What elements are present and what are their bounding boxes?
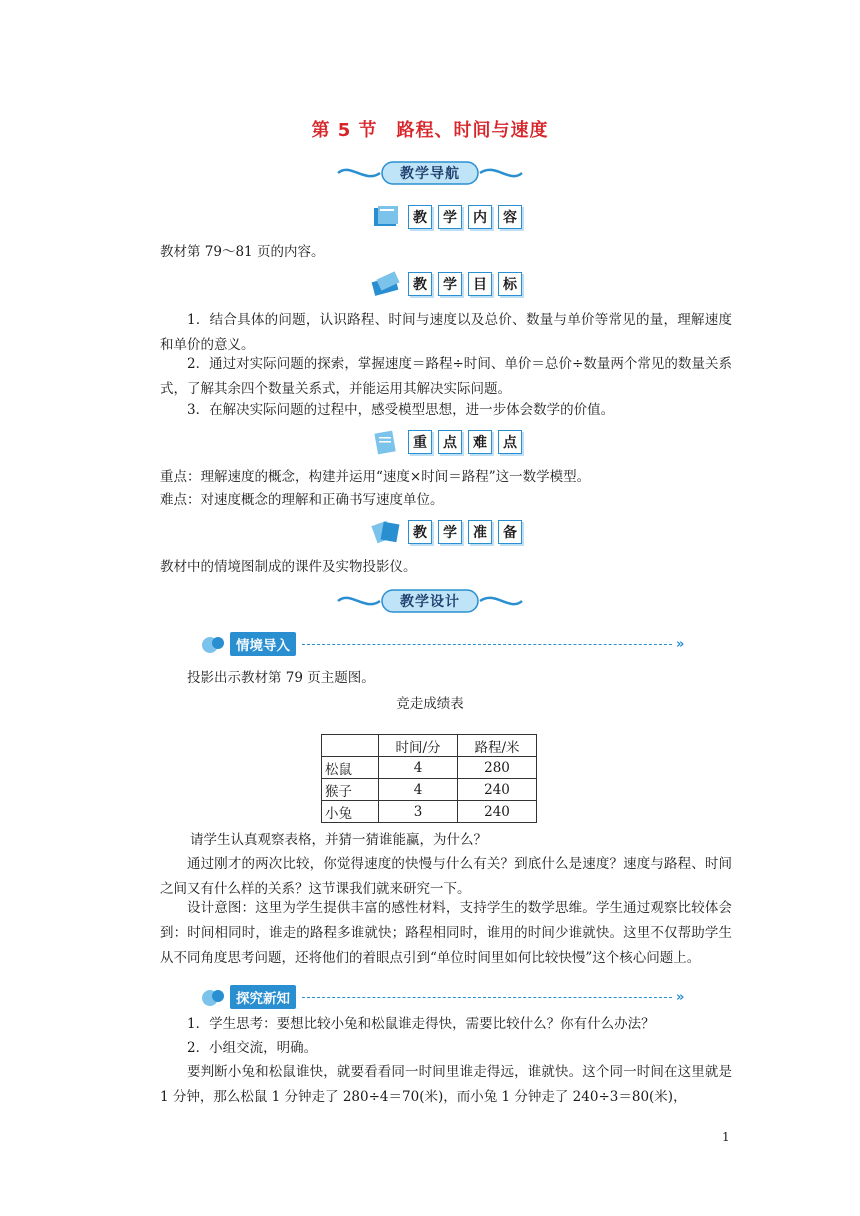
banner-teaching-nav bbox=[330, 160, 530, 186]
heading-char: 难 bbox=[468, 430, 492, 454]
dashed-divider bbox=[302, 644, 672, 645]
difficult-point: 难点：对速度概念的理解和正确书写速度单位。 bbox=[160, 492, 444, 508]
table-cell: 280 bbox=[458, 757, 537, 779]
table-header-row bbox=[322, 735, 537, 757]
goal-item: 2．通过对实际问题的探索，掌握速度＝路程÷时间、单价＝总价÷数量两个常见的数量关系式，了解其余四个数量关系式，并能运用其解决实际问题。 bbox=[160, 356, 732, 397]
after-table-paragraph: 通过刚才的两次比较，你觉得速度的快慢与什么有关？到底什么是速度？速度与路程、时间之间又有什么样的关系？这节课我们就来研究一下。 bbox=[160, 856, 732, 897]
table-cell: 4 bbox=[379, 757, 458, 779]
heading-char: 准 bbox=[468, 520, 492, 544]
table-cell: 240 bbox=[458, 779, 537, 801]
table-row bbox=[322, 757, 537, 779]
banner-label: 教学导航 bbox=[400, 166, 460, 182]
tag-intro bbox=[200, 633, 684, 655]
banner-label: 教学设计 bbox=[400, 594, 460, 610]
heading-char: 教 bbox=[408, 272, 432, 296]
heading-char: 学 bbox=[438, 520, 462, 544]
section-teaching-goals bbox=[370, 270, 528, 298]
explore-item: 2．小组交流，明确。 bbox=[187, 1040, 318, 1056]
table-row bbox=[322, 801, 537, 823]
heading-char: 标 bbox=[498, 272, 522, 296]
papers-icon bbox=[370, 519, 404, 545]
after-table-question: 请学生认真观察表格，并猜一猜谁能赢，为什么？ bbox=[190, 832, 487, 848]
table-header-cell: 时间/分 bbox=[379, 735, 458, 757]
heading-char: 学 bbox=[438, 272, 462, 296]
section-teaching-content bbox=[370, 203, 528, 231]
key-point: 重点：理解速度的概念，构建并运用“速度×时间＝路程”这一数学模型。 bbox=[160, 469, 591, 485]
page-title: 第 5 节 路程、时间与速度 bbox=[311, 120, 549, 141]
heading-char: 目 bbox=[468, 272, 492, 296]
heading-char: 重 bbox=[408, 430, 432, 454]
score-table bbox=[321, 734, 537, 823]
explore-item: 1．学生思考：要想比较小兔和松鼠谁走得快，需要比较什么？你有什么办法？ bbox=[187, 1016, 655, 1032]
books-icon bbox=[370, 271, 404, 297]
intro-paragraph: 投影出示教材第 79 页主题图。 bbox=[187, 670, 375, 686]
double-chevron-icon: » bbox=[676, 636, 685, 652]
table-header-cell bbox=[322, 735, 379, 757]
table-cell: 240 bbox=[458, 801, 537, 823]
explore-paragraph: 要判断小兔和松鼠谁快，就要看看同一时间里谁走得远，谁就快。这个同一时间在这里就是 1 分钟，那么松鼠 1 分钟走了 280÷4＝70(米)，而小兔 1 分钟走了 240÷3＝80(米)， bbox=[160, 1064, 732, 1105]
heading-char: 点 bbox=[498, 430, 522, 454]
table-row bbox=[322, 779, 537, 801]
puzzle-icon bbox=[200, 633, 228, 655]
table-cell: 3 bbox=[379, 801, 458, 823]
heading-char: 内 bbox=[468, 205, 492, 229]
heading-char: 点 bbox=[438, 430, 462, 454]
design-intent-paragraph: 设计意图：这里为学生提供丰富的感性材料，支持学生的数学思维。学生通过观察比较体会到：时间相同时，谁走的路程多谁就快；路程相同时，谁用的时间少谁就快。这里不仅帮助学生从不同角度思考问题，还将他们的着眼点引到“单位时间里如何比较快慢”这个核心问题上。 bbox=[160, 900, 732, 966]
double-chevron-icon: » bbox=[676, 989, 685, 1005]
heading-char: 备 bbox=[498, 520, 522, 544]
table-cell: 4 bbox=[379, 779, 458, 801]
tag-label: 情境导入 bbox=[230, 632, 296, 656]
document-icon bbox=[370, 429, 404, 455]
heading-char: 学 bbox=[438, 205, 462, 229]
goal-item: 3．在解决实际问题的过程中，感受模型思想，进一步体会数学的价值。 bbox=[187, 402, 615, 418]
content-paragraph: 教材第 79～81 页的内容。 bbox=[160, 244, 325, 260]
puzzle-icon bbox=[200, 986, 228, 1008]
table-cell: 小兔 bbox=[322, 801, 379, 823]
prep-paragraph: 教材中的情境图制成的课件及实物投影仪。 bbox=[160, 559, 417, 575]
book-icon bbox=[370, 204, 404, 230]
table-header-cell: 路程/米 bbox=[458, 735, 537, 757]
banner-teaching-design bbox=[330, 588, 530, 614]
table-cell: 猴子 bbox=[322, 779, 379, 801]
table-caption: 竞走成绩表 bbox=[396, 696, 464, 712]
table-cell: 松鼠 bbox=[322, 757, 379, 779]
tag-explore bbox=[200, 986, 684, 1008]
heading-char: 教 bbox=[408, 520, 432, 544]
goal-item: 1．结合具体的问题，认识路程、时间与速度以及总价、数量与单价等常见的量，理解速度和单价的意义。 bbox=[160, 312, 732, 353]
section-teaching-prep bbox=[370, 518, 528, 546]
page-number: 1 bbox=[722, 1130, 730, 1144]
tag-label: 探究新知 bbox=[230, 985, 296, 1009]
heading-char: 教 bbox=[408, 205, 432, 229]
dashed-divider bbox=[302, 997, 672, 998]
section-key-points bbox=[370, 428, 528, 456]
heading-char: 容 bbox=[498, 205, 522, 229]
